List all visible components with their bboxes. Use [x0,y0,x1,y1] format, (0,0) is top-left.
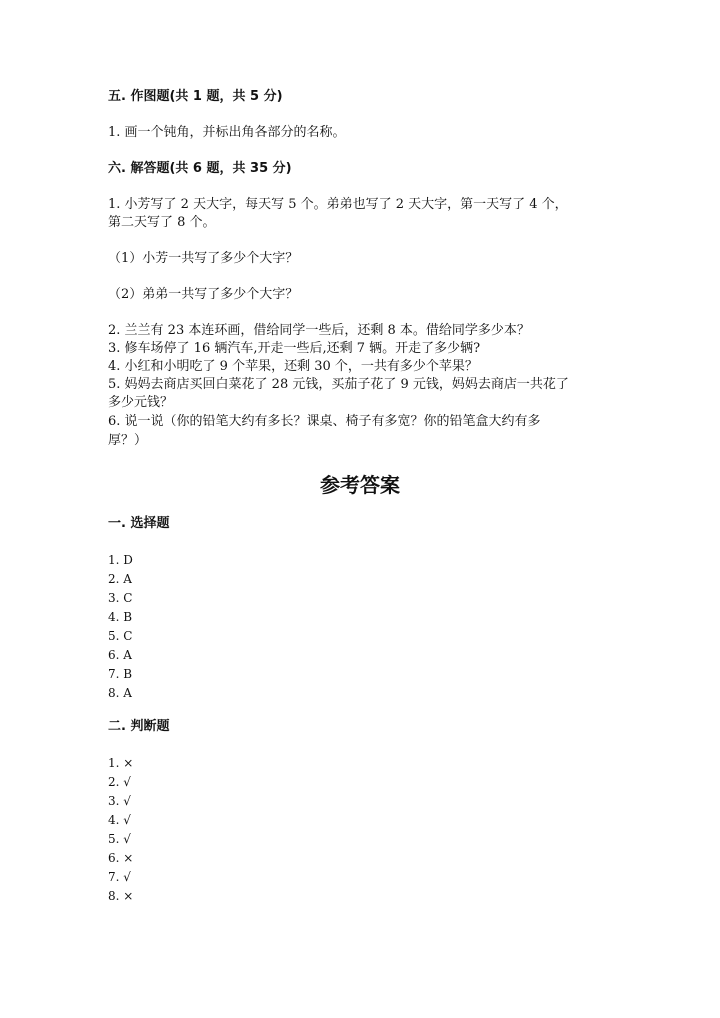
judge-answer: 4. √ [108,813,131,827]
judge-answer: 2. √ [108,775,131,789]
choice-answer: 8. A [108,686,132,700]
section-5-question-1: 1. 画一个钝角，并标出角各部分的名称。 [108,125,346,140]
judge-answer: 8. × [108,889,134,903]
section-6-question-4: 4. 小红和小明吃了 9 个苹果，还剩 30 个，一共有多少个苹果？ [108,359,478,374]
judge-answer: 1. × [108,756,134,770]
answers-title: 参考答案 [320,473,400,497]
section-5-heading: 五. 作图题(共 1 题，共 5 分) [108,89,283,104]
section-6-question-6-line-2: 厚？） [108,433,148,448]
choice-answer: 1. D [108,553,133,567]
section-6-question-2: 2. 兰兰有 23 本连环画，借给同学一些后，还剩 8 本。借给同学多少本？ [108,323,530,338]
choice-answer: 6. A [108,648,132,662]
section-6-question-6-line-1: 6. 说一说（你的铅笔大约有多长？课桌、椅子有多宽？你的铅笔盒大约有多 [108,414,541,429]
judge-answer: 5. √ [108,832,131,846]
choice-answer: 4. B [108,610,133,624]
choice-heading: 一. 选择题 [108,516,170,531]
judge-answer: 7. √ [108,870,131,884]
section-6-question-1-sub-1: （1）小芳一共写了多少个大字？ [108,251,299,266]
judge-answer: 3. √ [108,794,131,808]
section-6-question-1-sub-2: （2）弟弟一共写了多少个大字？ [108,287,299,302]
section-6-question-5-line-1: 5. 妈妈去商店买回白菜花了 28 元钱，买茄子花了 9 元钱，妈妈去商店一共花了 [108,377,569,392]
section-6-heading: 六. 解答题(共 6 题，共 35 分) [108,161,292,176]
choice-answer: 2. A [108,572,132,586]
section-6-question-3: 3. 修车场停了 16 辆汽车,开走一些后,还剩 7 辆。开走了多少辆? [108,341,481,356]
choice-answer: 3. C [108,591,133,605]
section-6-question-1-line-1: 1. 小芳写了 2 天大字，每天写 5 个。弟弟也写了 2 天大字，第一天写了 4 个， [108,197,568,212]
judge-heading: 二. 判断题 [108,719,170,734]
section-6-question-5-line-2: 多少元钱？ [108,395,174,410]
choice-answer: 7. B [108,667,133,681]
choice-answer: 5. C [108,629,133,643]
judge-answer: 6. × [108,851,134,865]
section-6-question-1-line-2: 第二天写了 8 个。 [108,215,216,230]
